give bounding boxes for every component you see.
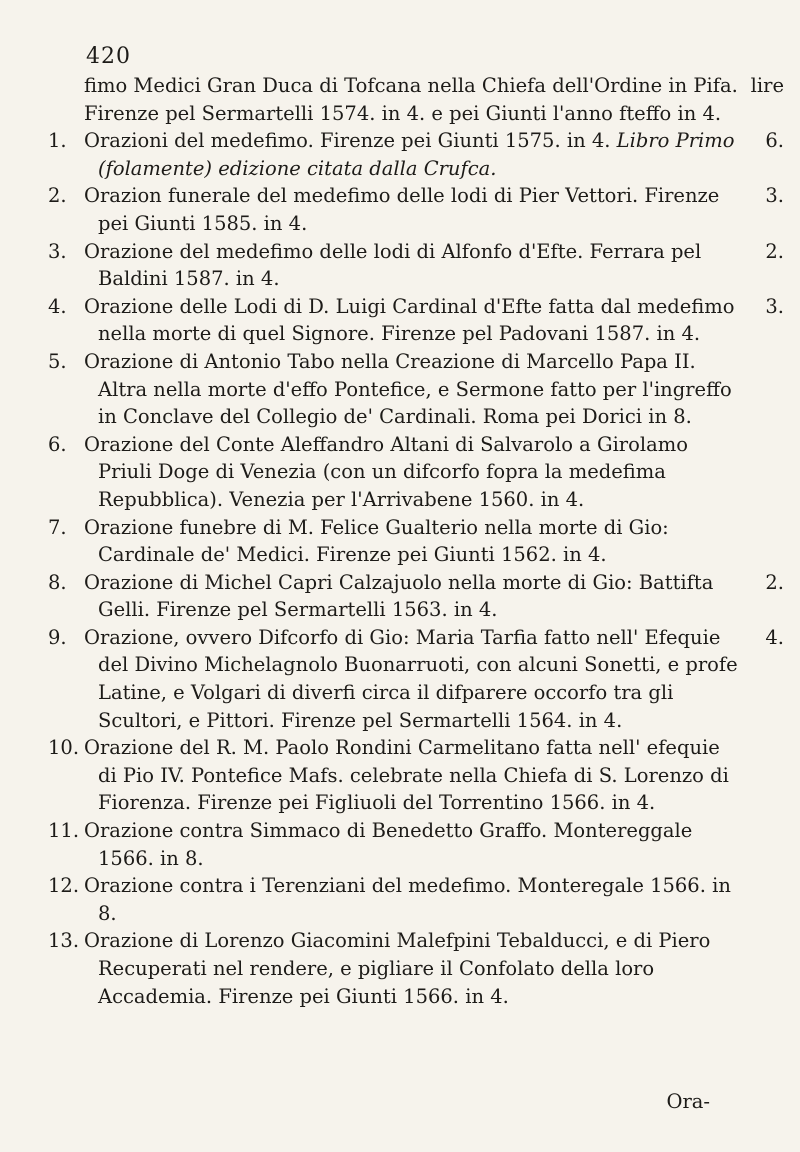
entry-price: 6. [765,129,784,153]
catalog-entry [48,734,740,817]
catalog-entry [48,348,740,431]
catalog-entry [48,927,740,1010]
continuation-paragraph: fimo Medici Gran Duca di Tofcana nella Chiefa dell'Ordine in Pifa. Firenze pel Sermartelli 1574. in 4. e pei Giunti l'anno fteffo in 4. [84,74,738,125]
entry-text: Orazione di Lorenzo Giacomini Malefpini Tebalducci, e di Piero Recuperati nel rendere, e pigliare il Confolato della loro Accademia. Firenze pei Giunti 1566. in 4. [84,929,711,1008]
catalog-entry [48,872,740,927]
entry-text: Orazione di Michel Capri Calzajuolo nella morte di Gio: Battifta Gelli. Firenze pel Sermartelli 1563. in 4. [84,570,714,622]
catalog-entry [48,569,740,624]
entry-price: 3. [765,294,784,318]
catalog-entry [48,431,740,514]
entry-text: Orazione del medefimo delle lodi di Alfonfo d'Efte. Ferrara pel Baldini 1587. in 4. [84,239,702,291]
entry-number: 5. [48,349,67,373]
entry-number: 11. [48,819,80,843]
catalog-entry [48,127,740,182]
entry-text: Orazioni del medefimo. Firenze pei Giunti 1575. in 4. Libro Primo (folamente) edizione citata dalla Crufca. [84,129,735,180]
page-number: 420 [86,44,131,69]
entry-price: 2. [765,570,784,594]
entry-number: 13. [48,929,80,953]
catalog-entry [48,624,740,734]
entry-number: 2. [48,184,67,208]
entry-list [48,127,740,1010]
entry-text: Orazione del R. M. Paolo Rondini Carmelitano fatta nell' efequie di Pio IV. Pontefice Mafs. celebrate nella Chiefa di S. Lorenzo di Fiorenza. Firenze pei Figliuoli del Torrentino 1566. in 4. [84,736,729,815]
entry-text: Orazione, ovvero Difcorfo di Gio: Maria Tarfia fatto nell' Efequie del Divino Michelagnolo Buonarruoti, con alcuni Sonetti, e profe Latine, e Volgari di diverfi circa il difparere occorfo tra gli Scultori, e Pittori. Firenze pel Sermartelli 1564. in 4. [84,625,738,732]
entry-number: 1. [48,129,67,153]
entry-text: Orazione del Conte Aleffandro Altani di Salvarolo a Girolamo Priuli Doge di Venezia (con un difcorfo fopra la medefima Repubblica). Venezia per l'Arrivabene 1560. in 4. [84,432,688,511]
price-header: lire [750,74,784,97]
entry-number: 4. [48,294,67,318]
entry-number: 3. [48,239,67,263]
entry-text: Orazione delle Lodi di D. Luigi Cardinal d'Efte fatta dal medefimo nella morte di quel Signore. Firenze pel Padovani 1587. in 4. [84,294,735,346]
entry-price: 3. [765,184,784,208]
entry-text: Orazion funerale del medefimo delle lodi di Pier Vettori. Firenze pei Giunti 1585. in 4. [84,184,720,235]
catalog-entry [48,817,740,872]
entry-number: 6. [48,432,67,456]
catalog-entry [48,182,740,237]
entry-text: Orazione di Antonio Tabo nella Creazione di Marcello Papa II. Altra nella morte d'effo Pontefice, e Sermone fatto per l'ingreffo in Conclave del Collegio de' Cardinali. Roma pei Dorici in 8. [84,349,732,429]
catalog-entry [48,514,740,569]
entry-price: 2. [765,239,784,263]
entry-number: 12. [48,874,80,898]
entry-text: Orazione funebre di M. Felice Gualterio nella morte di Gio: Cardinale de' Medici. Firenze pei Giunti 1562. in 4. [84,515,669,567]
entry-price: 4. [765,625,784,649]
catalog-entry [48,238,740,293]
catalog-entry [48,293,740,348]
entry-number: 7. [48,515,67,539]
entry-italic-note: Libro Primo (folamente) edizione citata dalla Crufca. [98,129,735,180]
entry-number: 9. [48,625,67,649]
entry-text: Orazione contra i Terenziani del medefimo. Monteregale 1566. in 8. [84,874,731,925]
catalog-text [48,72,740,1010]
entry-text: Orazione contra Simmaco di Benedetto Graffo. Montereggale 1566. in 8. [84,819,693,870]
catchword: Ora- [666,1090,710,1113]
entry-number: 10. [48,736,80,760]
entry-number: 8. [48,570,67,594]
